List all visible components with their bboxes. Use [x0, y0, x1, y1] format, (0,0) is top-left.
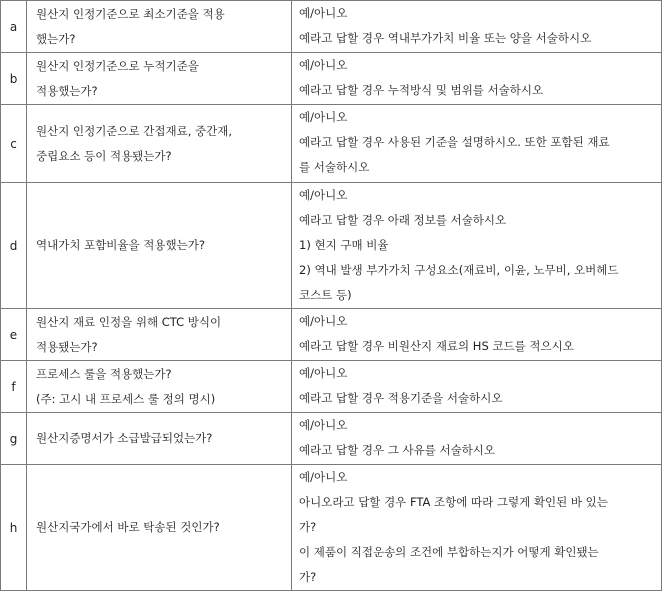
answer-line: 예라고 답할 경우 비원산지 재료의 HS 코드를 적으시오	[299, 339, 574, 353]
question-line: 했는가?	[36, 31, 76, 46]
row-letter: e	[1, 309, 27, 361]
question-cell	[27, 309, 292, 361]
answer-line: 예라고 답할 경우 누적방식 및 범위를 서술하시오	[299, 83, 544, 97]
row-letter: h	[1, 465, 27, 591]
answer-line: 가?	[299, 520, 317, 534]
table-row	[1, 105, 662, 183]
question-line: 적용했는가?	[36, 83, 98, 98]
question-line: 원산지 인정기준으로 누적기준을	[36, 58, 199, 73]
question-line: 원산지 인정기준으로 간접재료, 중간재,	[36, 123, 233, 138]
answer-cell	[292, 183, 662, 309]
table-row	[1, 361, 662, 413]
table-row	[1, 1, 662, 53]
answer-line: 1) 현지 구매 비율	[299, 238, 389, 252]
row-letter: c	[1, 105, 27, 183]
answer-cell	[292, 361, 662, 413]
answer-line: 가?	[299, 570, 317, 584]
answer-line: 예라고 답할 경우 적용기준을 서술하시오	[299, 391, 503, 405]
table-row	[1, 183, 662, 309]
answer-cell	[292, 105, 662, 183]
question-cell	[27, 53, 292, 105]
answer-line: 예/아니오	[299, 470, 348, 484]
row-letter: a	[1, 1, 27, 53]
answer-line: 아니오라고 답할 경우 FTA 조항에 따라 그렇게 확인된 바 있는	[299, 495, 608, 509]
question-line: 적용됐는가?	[36, 339, 98, 354]
question-line: 원산지증명서가 소급발급되었는가?	[36, 431, 213, 445]
table-row	[1, 309, 662, 361]
answer-line: 예라고 답할 경우 그 사유를 서술하시오	[299, 443, 496, 457]
question-line: 원산지 인정기준으로 최소기준을 적용	[36, 6, 225, 21]
question-cell	[27, 1, 292, 53]
answer-line: 를 서술하시오	[299, 160, 370, 174]
table-row	[1, 465, 662, 591]
table-row	[1, 53, 662, 105]
question-cell	[27, 413, 292, 465]
answer-line: 예/아니오	[299, 366, 348, 380]
answer-line: 예/아니오	[299, 110, 348, 124]
question-line: 역내가치 포함비율을 적용했는가?	[36, 238, 205, 252]
row-letter: b	[1, 53, 27, 105]
question-cell	[27, 465, 292, 591]
answer-line: 예라고 답할 경우 아래 정보를 서술하시오	[299, 213, 507, 227]
row-letter: d	[1, 183, 27, 309]
question-line: 원산지 재료 인정을 위해 CTC 방식이	[36, 314, 222, 329]
row-letter: g	[1, 413, 27, 465]
question-line: 중립요소 등이 적용됐는가?	[36, 148, 172, 163]
answer-line: 예/아니오	[299, 418, 348, 432]
question-line: 원산지국가에서 바로 탁송된 것인가?	[36, 520, 220, 534]
answer-line: 예/아니오	[299, 58, 348, 72]
answer-cell	[292, 309, 662, 361]
answer-line: 예/아니오	[299, 6, 348, 20]
answer-line: 예라고 답할 경우 사용된 기준을 설명하시오. 또한 포함된 재료	[299, 135, 610, 149]
answer-line: 예라고 답할 경우 역내부가가치 비율 또는 양을 서술하시오	[299, 31, 592, 45]
answer-line: 예/아니오	[299, 188, 348, 202]
row-letter: f	[1, 361, 27, 413]
answer-cell	[292, 465, 662, 591]
answer-cell	[292, 1, 662, 53]
table-row	[1, 413, 662, 465]
question-cell	[27, 183, 292, 309]
answer-cell	[292, 53, 662, 105]
question-line: 프로세스 룰을 적용했는가?	[36, 366, 172, 381]
answer-line: 코스트 등)	[299, 288, 352, 302]
question-line: (주: 고시 내 프로세스 룰 정의 명시)	[36, 391, 216, 406]
answer-cell	[292, 413, 662, 465]
question-cell	[27, 105, 292, 183]
answer-line: 이 제품이 직접운송의 조건에 부합하는지가 어떻게 확인됐는	[299, 545, 599, 559]
question-cell	[27, 361, 292, 413]
answer-line: 2) 역내 발생 부가가치 구성요소(재료비, 이윤, 노무비, 오버헤드	[299, 263, 619, 277]
answer-line: 예/아니오	[299, 314, 348, 328]
